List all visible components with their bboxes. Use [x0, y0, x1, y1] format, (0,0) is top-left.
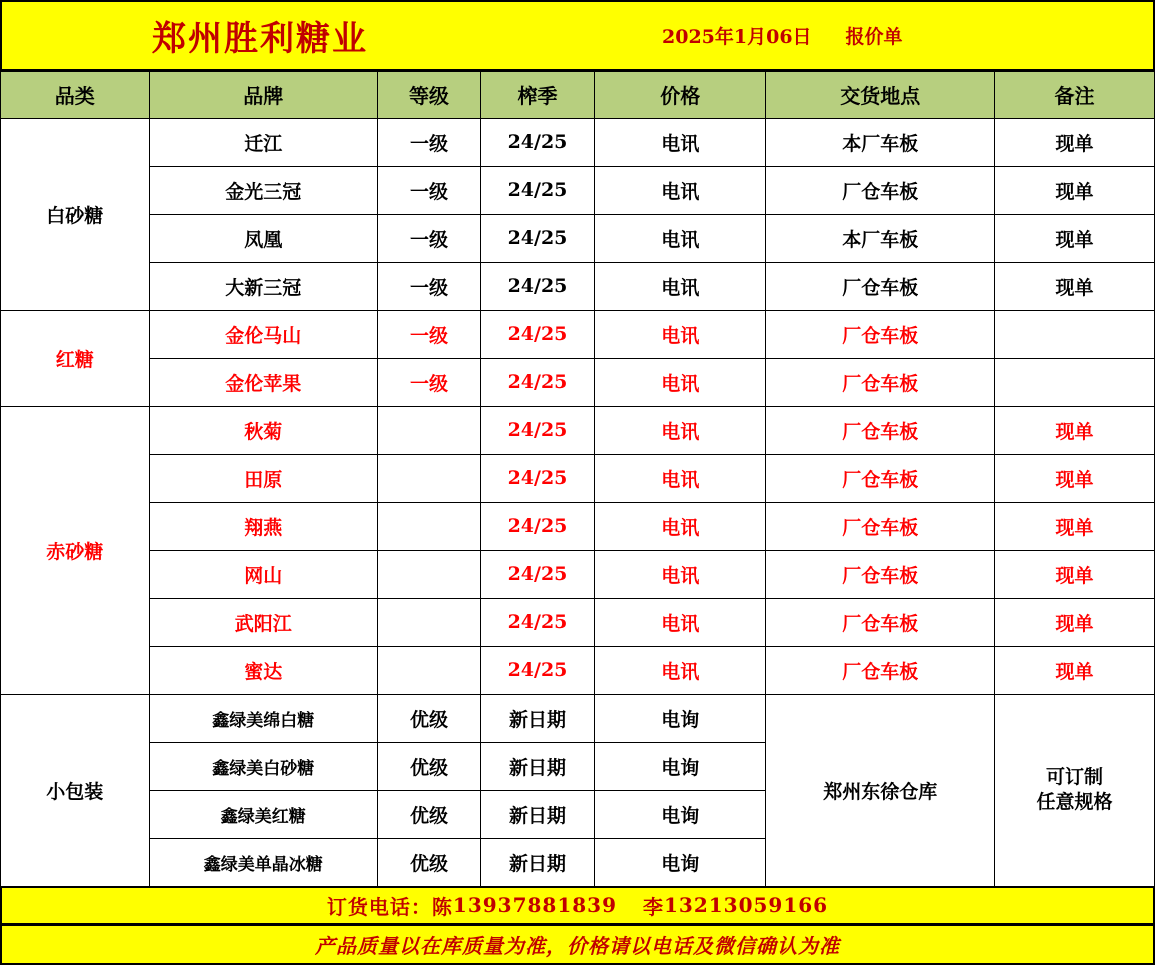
price-cell: 电讯 [595, 166, 766, 214]
place-cell: 厂仓车板 [766, 454, 995, 502]
note-line-1: 可订制 [1045, 765, 1103, 788]
footer-note-band [0, 925, 1155, 965]
brand-cell: 翔燕 [149, 502, 378, 550]
season-cell: 24/25 [480, 118, 594, 166]
note-cell: 现单 [994, 646, 1154, 694]
price-cell: 电询 [595, 838, 766, 886]
place-cell: 厂仓车板 [766, 550, 995, 598]
company-title: 郑州胜利糖业 [152, 18, 368, 59]
price-cell: 电询 [595, 694, 766, 742]
contact-name-li: 李 [643, 894, 664, 919]
place-cell: 厂仓车板 [766, 358, 995, 406]
table-row [1, 694, 1155, 742]
column-header-delivery-place: 交货地点 [766, 71, 995, 118]
brand-cell: 田原 [149, 454, 378, 502]
grade-cell [378, 646, 481, 694]
price-cell: 电讯 [595, 646, 766, 694]
season-cell: 新日期 [480, 790, 594, 838]
price-cell: 电讯 [595, 310, 766, 358]
season-cell: 24/25 [480, 598, 594, 646]
category-cell-raw-sugar: 赤砂糖 [1, 406, 150, 694]
note-cell: 现单 [994, 262, 1154, 310]
place-cell: 厂仓车板 [766, 406, 995, 454]
note-cell: 现单 [994, 454, 1154, 502]
phone-number-li[interactable]: 13213059166 [664, 893, 829, 918]
price-table [0, 71, 1155, 887]
price-cell: 电询 [595, 742, 766, 790]
price-cell: 电询 [595, 790, 766, 838]
brand-cell: 迁江 [149, 118, 378, 166]
place-cell: 本厂车板 [766, 214, 995, 262]
grade-cell: 一级 [378, 310, 481, 358]
season-cell: 24/25 [480, 310, 594, 358]
category-cell-brown-sugar: 红糖 [1, 310, 150, 406]
price-cell: 电讯 [595, 358, 766, 406]
season-cell: 24/25 [480, 502, 594, 550]
brand-cell: 金伦苹果 [149, 358, 378, 406]
price-cell: 电讯 [595, 454, 766, 502]
place-cell: 厂仓车板 [766, 502, 995, 550]
note-cell: 现单 [994, 166, 1154, 214]
note-cell [994, 310, 1154, 358]
place-cell: 厂仓车板 [766, 310, 995, 358]
place-cell: 厂仓车板 [766, 598, 995, 646]
brand-cell: 鑫绿美红糖 [149, 790, 378, 838]
brand-cell: 金伦马山 [149, 310, 378, 358]
table-row [1, 454, 1155, 502]
brand-cell: 秋菊 [149, 406, 378, 454]
season-cell: 新日期 [480, 742, 594, 790]
price-cell: 电讯 [595, 406, 766, 454]
column-header-season: 榨季 [480, 71, 594, 118]
price-cell: 电讯 [595, 262, 766, 310]
season-cell: 24/25 [480, 262, 594, 310]
place-cell: 厂仓车板 [766, 166, 995, 214]
season-cell: 新日期 [480, 838, 594, 886]
category-cell-small-package: 小包装 [1, 694, 150, 886]
grade-cell: 优级 [378, 742, 481, 790]
grade-cell: 优级 [378, 790, 481, 838]
footer-phone-band [0, 887, 1155, 925]
grade-cell: 优级 [378, 838, 481, 886]
table-row [1, 406, 1155, 454]
place-cell: 厂仓车板 [766, 262, 995, 310]
table-row [1, 166, 1155, 214]
grade-cell: 一级 [378, 214, 481, 262]
note-cell: 现单 [994, 118, 1154, 166]
price-cell: 电讯 [595, 502, 766, 550]
grade-cell: 一级 [378, 358, 481, 406]
place-cell: 本厂车板 [766, 118, 995, 166]
table-row [1, 310, 1155, 358]
place-cell: 厂仓车板 [766, 646, 995, 694]
price-cell: 电讯 [595, 214, 766, 262]
table-header [1, 71, 1155, 118]
table-body [1, 118, 1155, 886]
brand-cell: 凤凰 [149, 214, 378, 262]
grade-cell [378, 550, 481, 598]
grade-cell: 一级 [378, 166, 481, 214]
table-row [1, 646, 1155, 694]
brand-cell: 蜜达 [149, 646, 378, 694]
doc-type-label: 报价单 [845, 25, 903, 48]
phone-number-chen[interactable]: 13937881839 [452, 893, 617, 918]
category-cell-white-sugar: 白砂糖 [1, 118, 150, 310]
column-header-brand: 品牌 [149, 71, 378, 118]
brand-cell: 鑫绿美白砂糖 [149, 742, 378, 790]
price-cell: 电讯 [595, 598, 766, 646]
brand-cell: 网山 [149, 550, 378, 598]
brand-cell: 鑫绿美单晶冰糖 [149, 838, 378, 886]
column-header-category: 品类 [1, 71, 150, 118]
note-cell: 现单 [994, 214, 1154, 262]
grade-cell [378, 406, 481, 454]
table-row [1, 358, 1155, 406]
place-cell-merged: 郑州东徐仓库 [766, 694, 995, 886]
table-header-row [1, 71, 1155, 118]
note-cell [994, 358, 1154, 406]
grade-cell: 一级 [378, 118, 481, 166]
column-header-grade: 等级 [378, 71, 481, 118]
season-cell: 24/25 [480, 166, 594, 214]
column-header-note: 备注 [994, 71, 1154, 118]
season-cell: 24/25 [480, 358, 594, 406]
header-banner [0, 0, 1155, 71]
table-row [1, 118, 1155, 166]
grade-cell [378, 454, 481, 502]
season-cell: 24/25 [480, 550, 594, 598]
brand-cell: 武阳江 [149, 598, 378, 646]
price-cell: 电讯 [595, 118, 766, 166]
price-cell: 电讯 [595, 550, 766, 598]
quality-disclaimer: 产品质量以在库质量为准，价格请以电话及微信确认为准 [315, 934, 840, 958]
season-cell: 24/25 [480, 454, 594, 502]
brand-cell: 大新三冠 [149, 262, 378, 310]
note-cell-merged [994, 694, 1154, 886]
table-row [1, 214, 1155, 262]
quote-date: 2025年1月06日 [662, 25, 812, 48]
order-phone-label: 订货电话：陈 [326, 894, 453, 919]
table-row [1, 550, 1155, 598]
grade-cell: 一级 [378, 262, 481, 310]
table-row [1, 262, 1155, 310]
grade-cell: 优级 [378, 694, 481, 742]
column-header-price: 价格 [595, 71, 766, 118]
note-cell: 现单 [994, 502, 1154, 550]
grade-cell [378, 598, 481, 646]
season-cell: 新日期 [480, 694, 594, 742]
note-cell: 现单 [994, 406, 1154, 454]
header-meta [662, 22, 903, 49]
season-cell: 24/25 [480, 214, 594, 262]
note-cell: 现单 [994, 598, 1154, 646]
note-line-2: 任意规格 [1036, 791, 1113, 814]
grade-cell [378, 502, 481, 550]
note-cell: 现单 [994, 550, 1154, 598]
brand-cell: 鑫绿美绵白糖 [149, 694, 378, 742]
season-cell: 24/25 [480, 646, 594, 694]
table-row [1, 502, 1155, 550]
season-cell: 24/25 [480, 406, 594, 454]
table-row [1, 598, 1155, 646]
brand-cell: 金光三冠 [149, 166, 378, 214]
